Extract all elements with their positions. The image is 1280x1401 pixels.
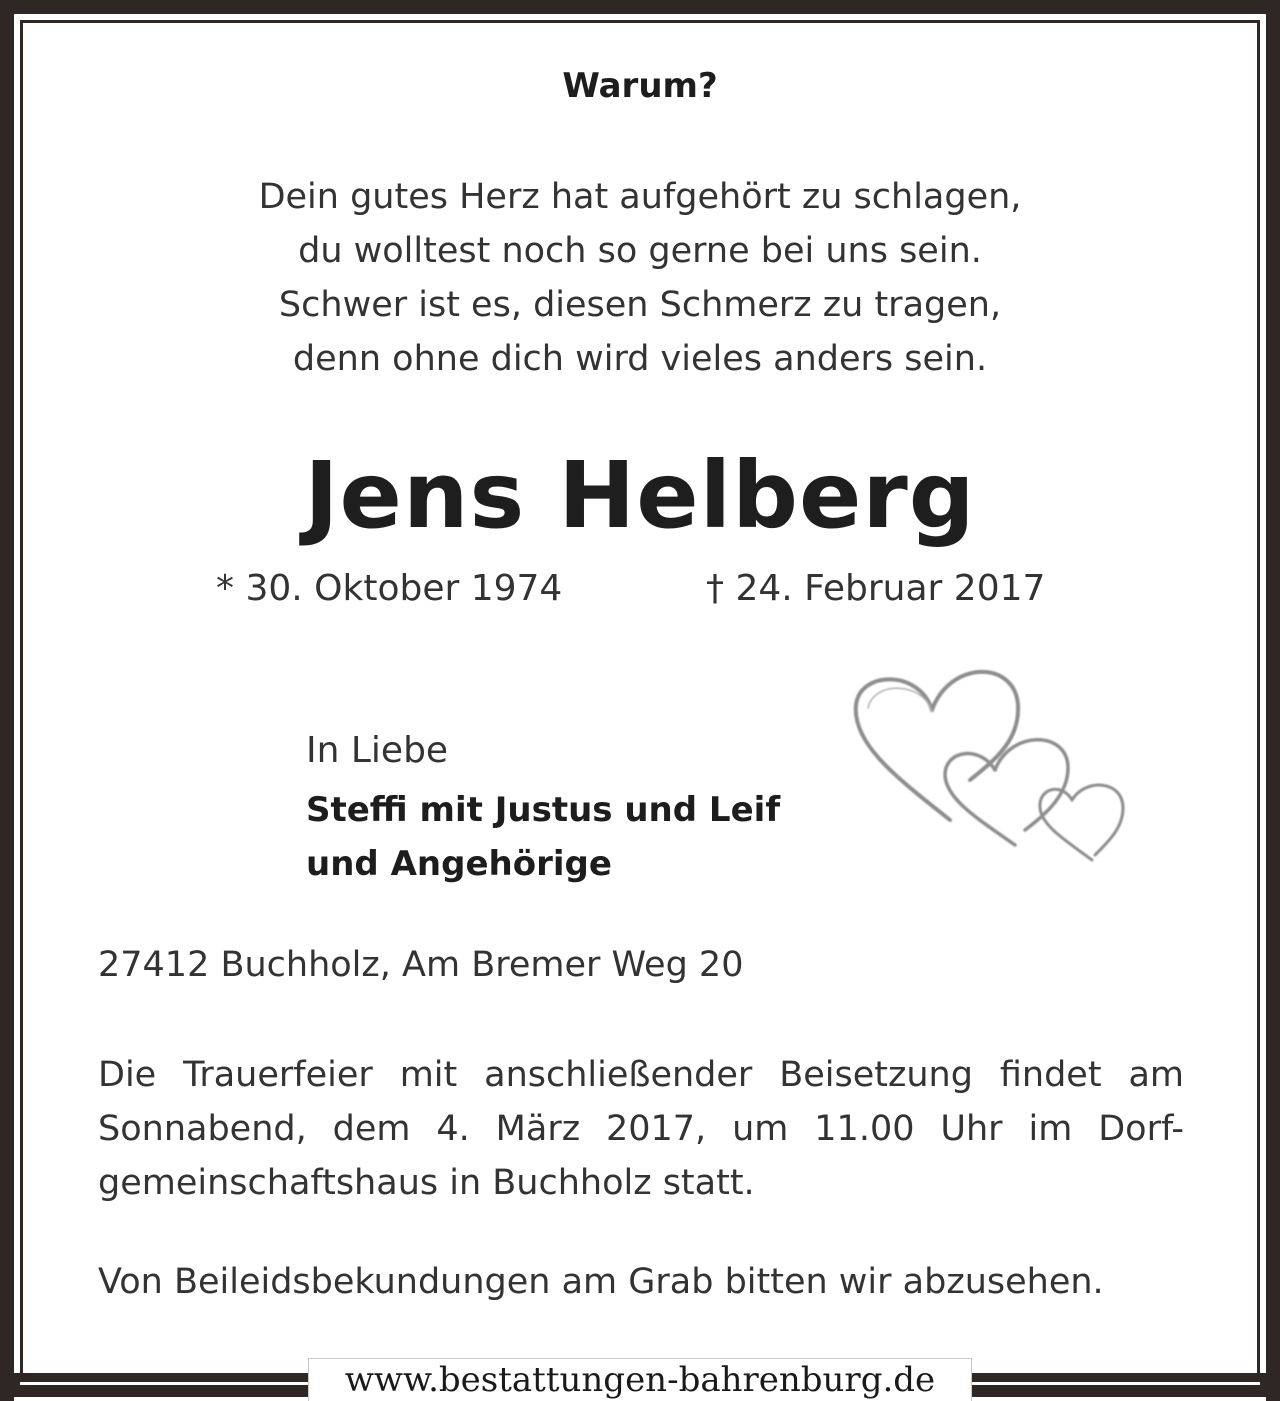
mourners-line: und Angehörige [306, 844, 612, 884]
poem-line: du wolltest noch so gerne bei uns sein. [298, 231, 982, 271]
ceremony-line: Die Trauerfeier mit anschließender Beisetzung findet am [98, 1055, 1184, 1095]
footer-bar-left [0, 1373, 308, 1397]
footer-bar-right-line [972, 1382, 1260, 1385]
hearts-icon [840, 650, 1140, 900]
deceased-name: Jens Helberg [304, 442, 976, 549]
poem-line: Schwer ist es, diesen Schmerz zu tragen, [278, 285, 1002, 325]
poem-line: Dein gutes Herz hat aufgehört zu schlagen, [258, 177, 1022, 217]
footer-bar-right [972, 1373, 1280, 1397]
ceremony-notice [98, 1048, 1184, 1210]
footer-bar-left-line [20, 1382, 308, 1385]
mourners-line: Steffi mit Justus und Leif [306, 790, 781, 830]
heart-small-icon [1040, 789, 1092, 860]
heading-question: Warum? [562, 66, 718, 106]
mourners-names [306, 783, 780, 891]
address: 27412 Buchholz, Am Bremer Weg 20 [98, 945, 744, 985]
birth-date: * 30. Oktober 1974 [216, 568, 563, 609]
ceremony-line: gemeinschaftshaus in Buchholz statt. [98, 1163, 755, 1203]
mourners-intro: In Liebe [306, 730, 449, 771]
poem-line: denn ohne dich wird vieles anders sein. [292, 339, 988, 379]
death-date: † 24. Februar 2017 [706, 568, 1046, 609]
poem [0, 170, 1280, 386]
closing-note: Von Beileidsbekundungen am Grab bitten wir abzusehen. [98, 1262, 1104, 1302]
ceremony-line: Sonnabend, dem 4. März 2017, um 11.00 Uhr im Dorf- [98, 1109, 1184, 1149]
heart-medium-icon [945, 754, 1015, 845]
footer-url: www.bestattungen-bahrenburg.de [308, 1358, 972, 1401]
